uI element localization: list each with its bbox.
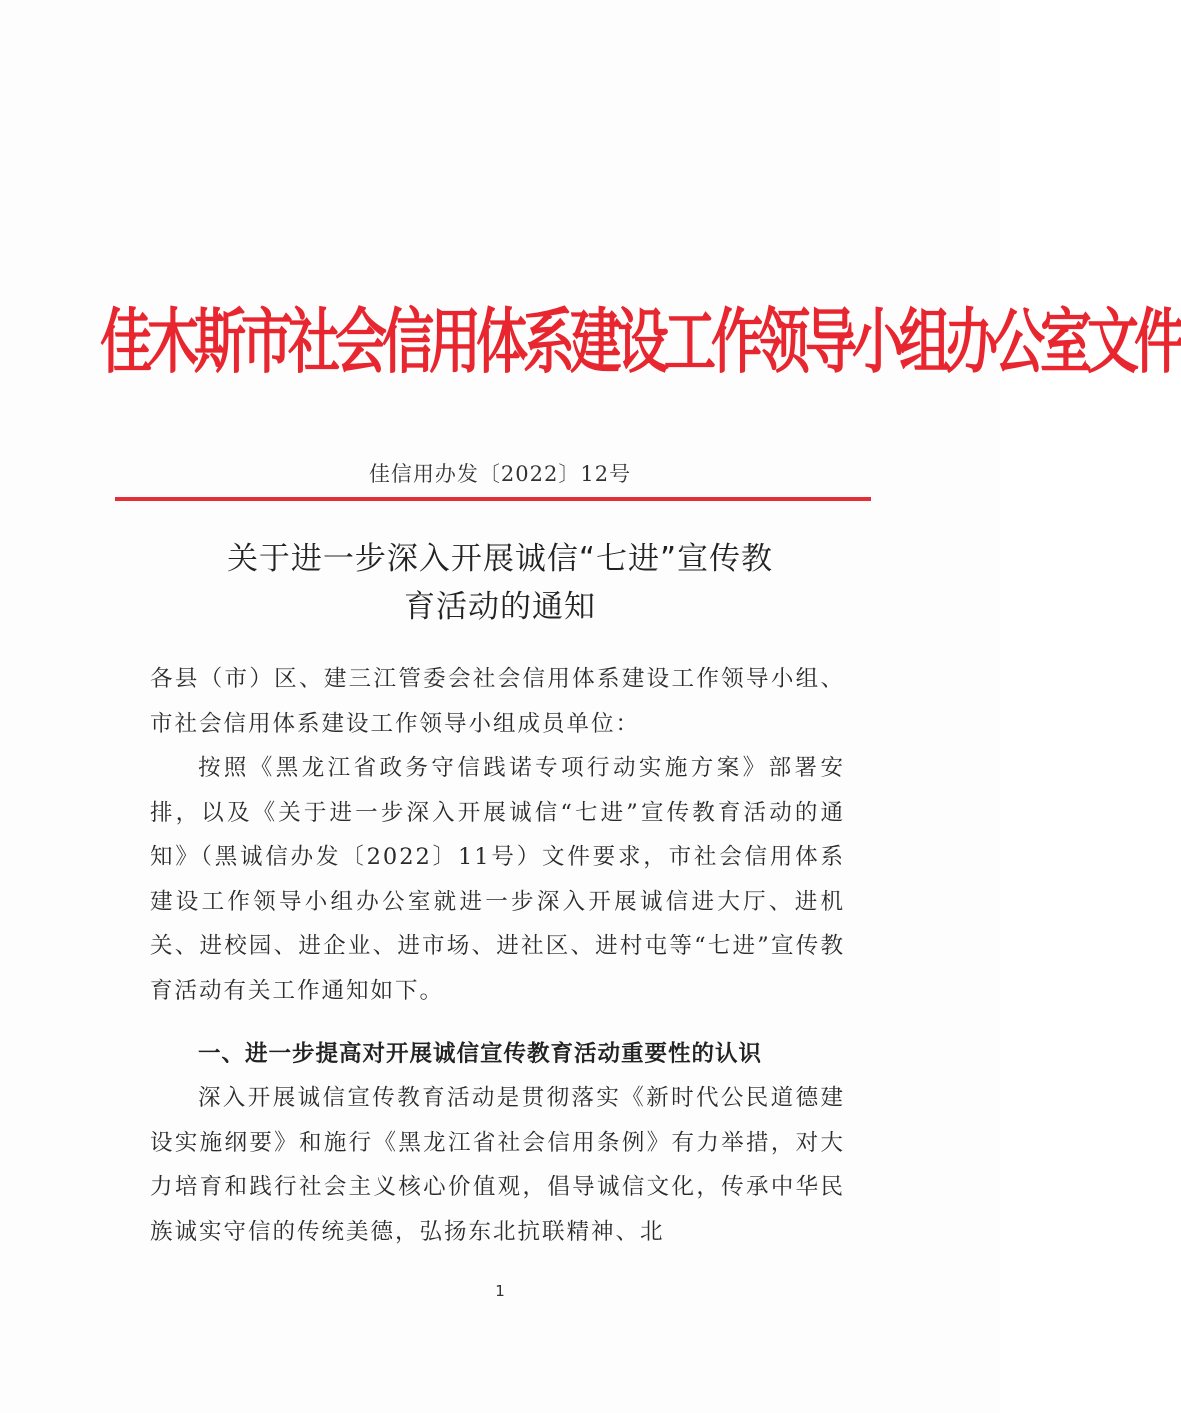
red-divider-line — [115, 497, 871, 501]
notice-title-line-1: 关于进一步深入开展诚信“七进”宣传教 — [226, 541, 774, 577]
section-heading-1: 一、进一步提高对开展诚信宣传教育活动重要性的认识 — [198, 1041, 763, 1067]
document-header-title: 佳木斯市社会信用体系建设工作领导小组办公室文件 — [100, 301, 1181, 384]
document-number: 佳信用办发〔2022〕12号 — [368, 462, 632, 486]
addressee-paragraph: 各县（市）区、建三江管委会社会信用体系建设工作领导小组、市社会信用体系建设工作领导小组成员单位： — [150, 666, 845, 737]
body-paragraph-2: 深入开展诚信宣传教育活动是贯彻落实《新时代公民道德建设实施纲要》和施行《黑龙江省社会信用条例》有力举措，对大力培育和践行社会主义核心价值观，倡导诚信文化，传承中华民族诚实守信的传统美德，弘扬东北抗联精神、北 — [150, 1085, 845, 1245]
notice-title-line-2: 育活动的通知 — [404, 589, 596, 625]
page-number: 1 — [495, 1282, 505, 1300]
notice-title — [120, 535, 880, 631]
body-paragraph-1: 按照《黑龙江省政务守信践诺专项行动实施方案》部署安排，以及《关于进一步深入开展诚信“七进”宣传教育活动的通知》（黑诚信办发〔2022〕11号）文件要求，市社会信用体系建设工作领导小组办公室就进一步深入开展诚信进大厅、进机关、进校园、进企业、进市场、进社区、进村屯等“七进”宣传教育活动有关工作通知如下。 — [150, 755, 845, 1004]
